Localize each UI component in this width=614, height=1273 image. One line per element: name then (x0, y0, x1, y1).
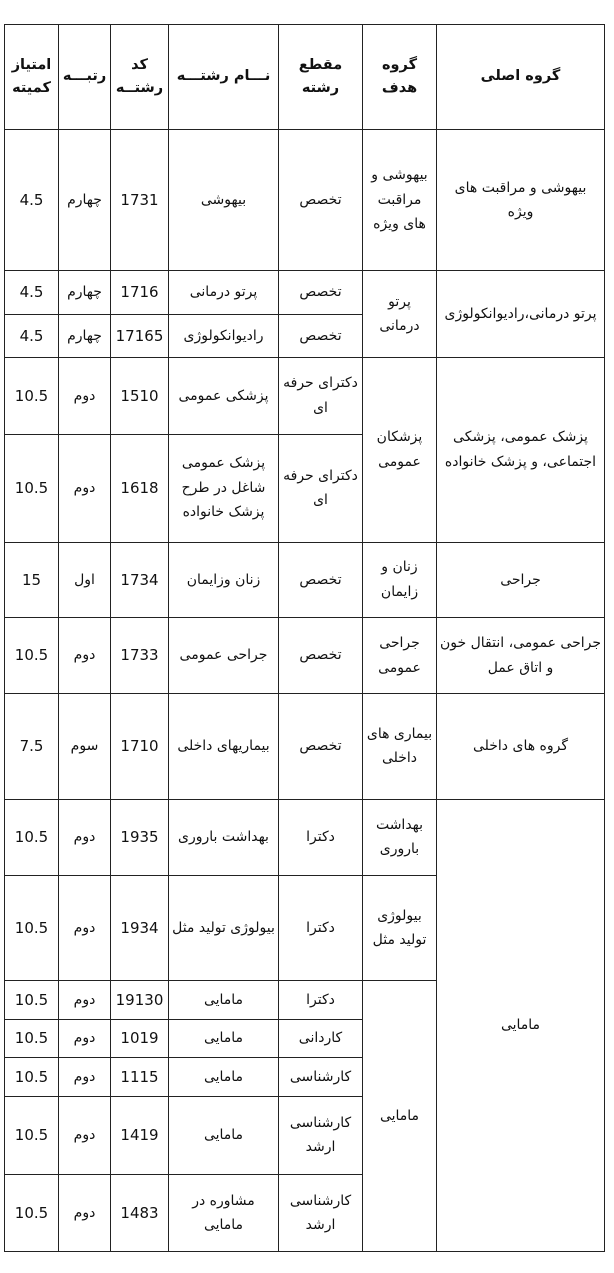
field-name-cell: مشاوره در مامایی (169, 1175, 279, 1252)
header-level: مقطع رشته (279, 25, 363, 130)
field-code-cell: 1419 (111, 1096, 169, 1175)
level-cell: تخصص (279, 314, 363, 357)
rank-cell: سوم (59, 693, 111, 799)
field-name-cell: بیماریهای داخلی (169, 693, 279, 799)
score-cell: 10.5 (5, 357, 59, 434)
field-name-cell: جراحی عمومی (169, 618, 279, 694)
field-code-cell: 17165 (111, 314, 169, 357)
main-group-cell: بیهوشی و مراقبت های ویژه (437, 129, 605, 270)
target-group-cell: بیولوژی تولید مثل (363, 875, 437, 981)
field-name-cell: بهداشت باروری (169, 799, 279, 875)
score-cell: 4.5 (5, 271, 59, 314)
main-group-cell: پزشک عمومی، پزشکی اجتماعی، و پزشک خانواده (437, 357, 605, 542)
field-name-cell: بیهوشی (169, 129, 279, 270)
table-row (5, 799, 605, 875)
header-row (5, 25, 605, 130)
header-field-name: نـــام رشتـــه (169, 25, 279, 130)
main-group-cell: پرتو درمانی،رادیوانکولوژی (437, 271, 605, 358)
score-cell: 10.5 (5, 1019, 59, 1057)
field-name-cell: رادیوانکولوژی (169, 314, 279, 357)
field-code-cell: 1731 (111, 129, 169, 270)
rank-cell: دوم (59, 434, 111, 542)
score-cell: 4.5 (5, 129, 59, 270)
field-name-cell: مامایی (169, 1019, 279, 1057)
field-name-cell: بیولوژی تولید مثل (169, 875, 279, 981)
field-name-cell: مامایی (169, 1096, 279, 1175)
level-cell: تخصص (279, 542, 363, 618)
table-row (5, 357, 605, 434)
rank-cell: چهارم (59, 271, 111, 314)
field-code-cell: 1733 (111, 618, 169, 694)
target-group-cell: جراحی عمومی (363, 618, 437, 694)
level-cell: تخصص (279, 129, 363, 270)
score-cell: 10.5 (5, 799, 59, 875)
rank-cell: دوم (59, 1096, 111, 1175)
field-name-cell: پرتو درمانی (169, 271, 279, 314)
rank-cell: دوم (59, 357, 111, 434)
field-code-cell: 1618 (111, 434, 169, 542)
level-cell: کاردانی (279, 1019, 363, 1057)
field-code-cell: 1935 (111, 799, 169, 875)
header-target-group: گروه هدف (363, 25, 437, 130)
rank-cell: اول (59, 542, 111, 618)
rank-cell: دوم (59, 618, 111, 694)
field-code-cell: 1483 (111, 1175, 169, 1252)
header-main-group: گروه اصلی (437, 25, 605, 130)
target-group-cell: مامایی (363, 981, 437, 1252)
target-group-cell: بیماری های داخلی (363, 693, 437, 799)
field-code-cell: 1934 (111, 875, 169, 981)
fields-table (4, 24, 605, 1252)
target-group-cell: بهداشت باروری (363, 799, 437, 875)
level-cell: دکترای حرفه ای (279, 357, 363, 434)
main-group-cell: مامایی (437, 799, 605, 1251)
score-cell: 7.5 (5, 693, 59, 799)
field-name-cell: زنان وزایمان (169, 542, 279, 618)
table-row (5, 129, 605, 270)
rank-cell: دوم (59, 799, 111, 875)
level-cell: تخصص (279, 618, 363, 694)
rank-cell: دوم (59, 1175, 111, 1252)
level-cell: کارشناسی ارشد (279, 1175, 363, 1252)
score-cell: 15 (5, 542, 59, 618)
main-group-cell: جراحی (437, 542, 605, 618)
target-group-cell: پرتو درمانی (363, 271, 437, 358)
header-committee-score: امتیاز کمیته (5, 25, 59, 130)
level-cell: دکترا (279, 875, 363, 981)
score-cell: 10.5 (5, 434, 59, 542)
level-cell: تخصص (279, 693, 363, 799)
score-cell: 10.5 (5, 1058, 59, 1096)
table-row (5, 542, 605, 618)
target-group-cell: پزشکان عمومی (363, 357, 437, 542)
table-row (5, 271, 605, 314)
field-code-cell: 1716 (111, 271, 169, 314)
table-row (5, 618, 605, 694)
field-code-cell: 1734 (111, 542, 169, 618)
rank-cell: دوم (59, 875, 111, 981)
level-cell: دکترا (279, 981, 363, 1019)
field-code-cell: 1710 (111, 693, 169, 799)
field-name-cell: مامایی (169, 981, 279, 1019)
score-cell: 10.5 (5, 618, 59, 694)
score-cell: 10.5 (5, 1175, 59, 1252)
header-field-code: کد رشتــه (111, 25, 169, 130)
target-group-cell: بیهوشی و مراقبت های ویژه (363, 129, 437, 270)
field-name-cell: پزشکی عمومی (169, 357, 279, 434)
level-cell: تخصص (279, 271, 363, 314)
level-cell: کارشناسی ارشد (279, 1096, 363, 1175)
field-code-cell: 1019 (111, 1019, 169, 1057)
header-rank: رتبـــه (59, 25, 111, 130)
rank-cell: چهارم (59, 314, 111, 357)
main-group-cell: جراحی عمومی، انتقال خون و اتاق عمل (437, 618, 605, 694)
level-cell: دکترای حرفه ای (279, 434, 363, 542)
score-cell: 10.5 (5, 875, 59, 981)
level-cell: دکترا (279, 799, 363, 875)
table-row (5, 693, 605, 799)
score-cell: 4.5 (5, 314, 59, 357)
field-code-cell: 1115 (111, 1058, 169, 1096)
level-cell: کارشناسی (279, 1058, 363, 1096)
field-code-cell: 1510 (111, 357, 169, 434)
rank-cell: چهارم (59, 129, 111, 270)
rank-cell: دوم (59, 1058, 111, 1096)
rank-cell: دوم (59, 1019, 111, 1057)
score-cell: 10.5 (5, 1096, 59, 1175)
field-code-cell: 19130 (111, 981, 169, 1019)
target-group-cell: زنان و زایمان (363, 542, 437, 618)
main-group-cell: گروه های داخلی (437, 693, 605, 799)
field-name-cell: مامایی (169, 1058, 279, 1096)
field-name-cell: پزشک عمومی شاغل در طرح پزشک خانواده (169, 434, 279, 542)
score-cell: 10.5 (5, 981, 59, 1019)
rank-cell: دوم (59, 981, 111, 1019)
